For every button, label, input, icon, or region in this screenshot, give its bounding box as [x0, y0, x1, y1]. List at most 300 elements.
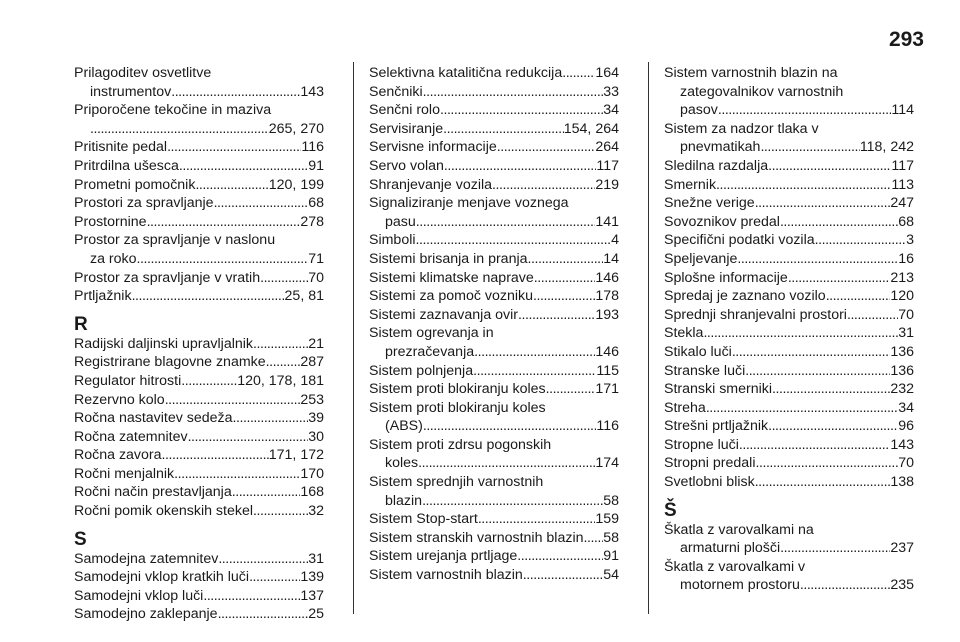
index-entry-line	[664, 324, 914, 343]
index-term: Simboli	[369, 232, 416, 249]
index-entry-line	[74, 269, 324, 288]
leader-dots	[167, 138, 301, 157]
index-page-ref: 31	[308, 550, 324, 567]
leader-dots	[423, 83, 604, 102]
leader-dots	[737, 250, 898, 269]
index-term: Sistem urejanja prtljage	[369, 548, 518, 565]
index-page-ref: 32	[308, 503, 324, 520]
index-entry-line	[74, 409, 324, 428]
index-term: Sprednji shranjevalni prostori	[664, 306, 847, 323]
index-entry	[74, 194, 324, 213]
leader-dots	[132, 287, 285, 306]
index-entry-line	[74, 287, 324, 306]
index-page-ref: 193	[595, 306, 619, 323]
leader-dots	[768, 157, 891, 176]
index-entry-line	[74, 550, 324, 569]
leader-dots	[492, 176, 595, 195]
leader-dots	[847, 306, 898, 325]
index-page-ref: 33	[603, 83, 619, 100]
index-page-ref: 34	[603, 102, 619, 119]
index-term: Senčni rolo	[369, 102, 440, 119]
leader-dots	[755, 194, 891, 213]
index-page-ref: 116	[301, 139, 324, 156]
index-entry-line	[664, 176, 914, 195]
index-term: Prostornine	[74, 213, 147, 230]
index-entry-line	[369, 454, 619, 473]
index-term: za roko	[90, 250, 137, 267]
leader-dots	[137, 250, 309, 269]
index-page-ref: 143	[890, 436, 914, 453]
index-entry	[74, 64, 324, 101]
leader-dots	[772, 380, 890, 399]
index-section-letter: Š	[664, 499, 677, 521]
index-page-ref: 143	[300, 83, 324, 100]
index-entry-line	[74, 101, 324, 120]
leader-dots	[517, 547, 603, 566]
index-entry	[369, 250, 619, 269]
index-term: Škatla z varovalkami v	[664, 558, 806, 575]
index-term: Pritrdilna ušesca	[74, 157, 179, 174]
index-entry	[664, 194, 914, 213]
leader-dots	[533, 287, 595, 306]
index-term: zategovalnikov varnostnih	[680, 83, 844, 100]
index-entry-line	[369, 436, 619, 455]
index-page-ref: 287	[300, 354, 324, 371]
leader-dots	[583, 529, 603, 548]
leader-dots	[422, 492, 603, 511]
index-entry-line	[74, 250, 324, 269]
index-section-letter: R	[74, 313, 88, 335]
index-entry	[369, 510, 619, 529]
index-term: Ročni način prestavljanja	[74, 484, 232, 501]
index-entry	[369, 101, 619, 120]
index-entry-line	[369, 306, 619, 325]
leader-dots	[756, 454, 899, 473]
index-entry-line	[664, 306, 914, 325]
index-page-ref: 113	[891, 176, 914, 193]
index-term: Sistem varnostnih blazin na	[664, 65, 838, 81]
leader-dots	[528, 250, 604, 269]
index-entry-line	[664, 120, 914, 139]
index-page-ref: 70	[898, 306, 914, 323]
index-term: Sovoznikov predal	[664, 213, 780, 230]
index-page-ref: 114	[891, 102, 914, 119]
index-entry-line	[369, 417, 619, 436]
index-term: Stropne luči	[664, 436, 739, 453]
index-term: Sistem proti blokiranju koles	[369, 399, 546, 416]
index-entry	[369, 287, 619, 306]
leader-dots	[416, 213, 596, 232]
index-page-ref: 91	[603, 548, 619, 565]
index-entry-line	[664, 417, 914, 436]
index-page-ref: 21	[308, 335, 324, 352]
leader-dots	[474, 343, 595, 362]
index-entry-line	[74, 428, 324, 447]
index-entry-line	[664, 101, 914, 120]
index-term: Svetlobni blisk	[664, 474, 755, 491]
index-page-ref: 136	[890, 362, 914, 379]
index-entry-line	[74, 372, 324, 391]
index-term: motornem prostoru	[680, 577, 800, 594]
index-entry	[369, 566, 619, 585]
index-page-ref: 136	[890, 343, 914, 360]
index-page-ref: 168	[300, 484, 324, 501]
index-page-ref: 171, 172	[268, 447, 324, 464]
index-entry	[74, 502, 324, 521]
index-entry	[74, 353, 324, 372]
index-entry-line	[369, 213, 619, 232]
index-term: Servo volan	[369, 157, 444, 174]
index-entry-line	[369, 399, 619, 418]
index-entry	[369, 362, 619, 381]
index-entry-line	[664, 138, 914, 157]
index-term: Senčniki	[369, 83, 423, 100]
index-term: Splošne informacije	[664, 269, 788, 286]
index-entry-line	[664, 436, 914, 455]
index-entry-line	[369, 138, 619, 157]
index-entry-line	[664, 399, 914, 418]
index-term: Sistem stranskih varnostnih blazin	[369, 529, 584, 546]
index-page-ref: 171	[595, 381, 619, 398]
index-term: Signaliziranje menjave voznega	[369, 195, 569, 212]
index-entry-line	[74, 391, 324, 410]
index-entry-line	[369, 492, 619, 511]
leader-dots	[562, 64, 595, 83]
index-entry-line	[74, 568, 324, 587]
index-entry-line	[74, 446, 324, 465]
index-term: Ročna nastavitev sedeža	[74, 410, 233, 427]
index-entry	[664, 64, 914, 120]
index-entry	[74, 465, 324, 484]
index-entry-line	[74, 213, 324, 232]
index-term: Prostori za spravljanje	[74, 195, 214, 212]
index-entry	[74, 176, 324, 195]
leader-dots	[546, 380, 596, 399]
index-page-ref: 115	[596, 362, 619, 379]
index-term: Stranske luči	[664, 362, 746, 379]
index-entry-line	[369, 343, 619, 362]
index-entry-line	[369, 64, 619, 83]
index-section-letter: S	[74, 528, 87, 550]
index-term: Sistemi zaznavanja ovir	[369, 306, 519, 323]
index-entry	[369, 157, 619, 176]
index-entry-line	[369, 510, 619, 529]
leader-dots	[188, 428, 309, 447]
index-term: Ročni menjalnik	[74, 465, 175, 482]
index-entry	[74, 138, 324, 157]
index-entry	[369, 138, 619, 157]
leader-dots	[181, 372, 237, 391]
index-entry-line	[74, 64, 324, 83]
index-term: Sistem proti blokiranju koles	[369, 381, 546, 398]
leader-dots	[162, 446, 269, 465]
index-term: Servisiranje	[369, 120, 444, 137]
index-page-ref: 4	[611, 232, 619, 249]
index-term: Samodejno zaklepanje	[74, 606, 218, 623]
index-entry	[369, 547, 619, 566]
index-entry	[74, 101, 324, 138]
index-term: Servisne informacije	[369, 139, 497, 156]
index-entry	[664, 176, 914, 195]
index-entry-line	[369, 547, 619, 566]
index-page-ref: 159	[595, 511, 619, 528]
index-page-ref: 25, 81	[284, 288, 324, 305]
index-entry-line	[74, 157, 324, 176]
index-entry-line	[369, 529, 619, 548]
index-page-ref: 247	[890, 195, 914, 212]
index-page-ref: 118, 242	[859, 139, 914, 156]
index-entry-line	[369, 380, 619, 399]
index-term: Sistem sprednjih varnostnih	[369, 474, 544, 491]
index-entry	[664, 436, 914, 455]
index-entry-line	[664, 287, 914, 306]
index-entry-line	[74, 605, 324, 624]
index-entry	[74, 269, 324, 288]
index-entry-line	[369, 473, 619, 492]
index-page-ref: 71	[308, 250, 324, 267]
index-entry-line	[664, 194, 914, 213]
index-entry	[74, 428, 324, 447]
index-term: Snežne verige	[664, 195, 755, 212]
index-term: Samodejni vklop kratkih luči	[74, 569, 250, 586]
leader-dots	[443, 120, 564, 139]
leader-dots	[716, 176, 891, 195]
index-entry-line	[664, 157, 914, 176]
index-term: armaturni plošči	[680, 540, 781, 557]
index-term: Shranjevanje vozila	[369, 176, 493, 193]
index-page-ref: 70	[308, 269, 324, 286]
leader-dots	[174, 465, 300, 484]
leader-dots	[249, 568, 300, 587]
index-page-ref: 146	[595, 343, 619, 360]
index-entry-line	[369, 250, 619, 269]
index-entry-line	[369, 324, 619, 343]
index-term: Regulator hitrosti	[74, 372, 182, 389]
index-entry-line	[664, 473, 914, 492]
index-page-ref: 278	[300, 213, 324, 230]
index-page-ref: 120, 199	[268, 176, 324, 193]
leader-dots	[760, 138, 859, 157]
index-page-ref: 146	[595, 269, 619, 286]
index-term: Samodejni vklop luči	[74, 587, 204, 604]
index-entry-line	[664, 362, 914, 381]
index-term: Priporočene tekočine in maziva	[74, 102, 272, 119]
index-page-ref: 14	[603, 250, 619, 267]
leader-dots	[739, 436, 890, 455]
index-page-ref: 265, 270	[268, 120, 324, 137]
index-entry	[664, 380, 914, 399]
index-page-ref: 16	[898, 250, 914, 267]
index-entry	[74, 157, 324, 176]
index-term: Streha	[664, 399, 706, 416]
index-term: Specifični podatki vozila	[664, 232, 815, 249]
leader-dots	[253, 502, 308, 521]
index-entry-line	[664, 231, 914, 250]
index-term: (ABS)	[385, 418, 423, 435]
index-term: Ročna zatemnitev	[74, 428, 188, 445]
index-entry	[74, 446, 324, 465]
index-term: Registrirane blagovne znamke	[74, 354, 266, 371]
leader-dots	[703, 324, 898, 343]
index-term: Škatla z varovalkami na	[664, 521, 814, 538]
index-page-ref: 70	[898, 455, 914, 472]
index-entry	[74, 605, 324, 624]
index-entry	[664, 324, 914, 343]
index-entry-line	[74, 231, 324, 250]
leader-dots	[218, 550, 308, 569]
index-term: Strešni prtljažnik	[664, 418, 769, 435]
index-entry	[369, 269, 619, 288]
index-page-ref: 116	[596, 418, 619, 435]
leader-dots	[440, 101, 603, 120]
index-term: Sledilna razdalja	[664, 157, 769, 174]
index-term: Selektivna katalitična redukcija	[369, 65, 563, 81]
index-term: Sistemi za pomoč vozniku	[369, 288, 534, 305]
index-entry-line	[664, 454, 914, 473]
leader-dots	[706, 399, 898, 418]
index-entry	[664, 120, 914, 157]
leader-dots	[195, 176, 268, 195]
index-entry-line	[369, 176, 619, 195]
index-term: Prilagoditev osvetlitve	[74, 65, 212, 81]
index-page-ref: 30	[308, 428, 324, 445]
index-entry	[369, 529, 619, 548]
index-page-ref: 213	[890, 269, 914, 286]
index-page-ref: 117	[891, 157, 914, 174]
leader-dots	[90, 120, 269, 139]
index-entry-line	[74, 587, 324, 606]
index-page-ref: 235	[890, 577, 914, 594]
index-entry	[664, 213, 914, 232]
leader-dots	[788, 269, 891, 288]
leader-dots	[416, 231, 612, 250]
leader-dots	[523, 566, 603, 585]
index-term: Prostor za spravljanje v vratih	[74, 269, 261, 286]
index-entry	[369, 194, 619, 231]
index-entry	[664, 343, 914, 362]
index-term: Sistemi klimatske naprave	[369, 269, 534, 286]
index-entry-line	[369, 231, 619, 250]
leader-dots	[826, 287, 891, 306]
index-entry-line	[664, 521, 914, 540]
index-entry	[369, 231, 619, 250]
index-entry-line	[74, 176, 324, 195]
leader-dots	[218, 605, 309, 624]
index-entry	[74, 287, 324, 306]
index-entry	[369, 306, 619, 325]
index-page-ref: 31	[898, 325, 914, 342]
index-entry	[74, 550, 324, 569]
index-term: Ročna zavora	[74, 447, 162, 464]
index-term: pnevmatikah	[680, 139, 761, 156]
leader-dots	[418, 454, 595, 473]
index-entry-line	[664, 64, 914, 83]
index-page-ref: 174	[595, 455, 619, 472]
leader-dots	[732, 343, 891, 362]
leader-dots	[534, 269, 596, 288]
index-entry	[369, 380, 619, 399]
index-column-3	[664, 64, 914, 595]
leader-dots	[147, 213, 301, 232]
leader-dots	[745, 362, 890, 381]
leader-dots	[233, 409, 309, 428]
index-entry-line	[74, 465, 324, 484]
index-page-ref: 164	[595, 65, 619, 81]
index-entry-line	[664, 343, 914, 362]
index-page-ref: 91	[308, 157, 324, 174]
index-entry	[664, 231, 914, 250]
index-term: Sistem Stop-start	[369, 511, 478, 528]
leader-dots	[755, 473, 891, 492]
leader-dots	[473, 362, 596, 381]
index-page-ref: 58	[603, 529, 619, 546]
leader-dots	[478, 510, 596, 529]
index-entry-line	[74, 83, 324, 102]
index-term: blazin	[385, 492, 423, 509]
index-page-ref: 154, 264	[563, 120, 619, 137]
index-entry	[664, 306, 914, 325]
index-entry	[664, 362, 914, 381]
index-page-ref: 253	[300, 391, 324, 408]
leader-dots	[253, 335, 308, 354]
index-page-ref: 237	[890, 540, 914, 557]
index-entry	[74, 391, 324, 410]
index-entry	[74, 335, 324, 354]
index-page-ref: 139	[300, 569, 324, 586]
leader-dots	[266, 353, 301, 372]
index-term: Sistem za nadzor tlaka v	[664, 120, 819, 137]
index-page-ref: 96	[898, 418, 914, 435]
index-entry-line	[664, 83, 914, 102]
index-entry-line	[664, 213, 914, 232]
index-entry	[369, 176, 619, 195]
index-entry-line	[369, 362, 619, 381]
index-entry	[369, 436, 619, 473]
index-entry-line	[369, 287, 619, 306]
index-term: Stekla	[664, 325, 704, 342]
index-entry	[369, 473, 619, 510]
index-term: Spredaj je zaznano vozilo	[664, 288, 826, 305]
index-page-ref: 137	[300, 587, 324, 604]
index-page-ref: 117	[596, 157, 619, 174]
index-term: Prtljažnik	[74, 288, 132, 305]
index-entry	[664, 157, 914, 176]
leader-dots	[815, 231, 906, 250]
leader-dots	[423, 417, 597, 436]
index-term: Sistem varnostnih blazin	[369, 567, 523, 584]
index-page-ref: 39	[308, 410, 324, 427]
index-entry	[664, 521, 914, 558]
index-entry	[74, 483, 324, 502]
index-term: Stropni predali	[664, 455, 756, 472]
index-entry-line	[664, 558, 914, 577]
index-entry-line	[74, 335, 324, 354]
index-term: Radijski daljinski upravljalnik	[74, 335, 253, 352]
index-entry	[664, 269, 914, 288]
index-column-2	[369, 64, 619, 585]
index-term: prezračevanja	[385, 343, 475, 360]
index-column-1	[74, 64, 324, 624]
index-page-ref: 68	[308, 195, 324, 212]
index-entry-line	[664, 539, 914, 558]
index-term: Prostor za spravljanje v naslonu	[74, 232, 276, 249]
index-entry	[664, 454, 914, 473]
leader-dots	[780, 539, 890, 558]
index-entry	[664, 250, 914, 269]
index-page-ref: 120, 178, 181	[237, 372, 324, 389]
leader-dots	[203, 587, 300, 606]
index-entry-line	[74, 353, 324, 372]
